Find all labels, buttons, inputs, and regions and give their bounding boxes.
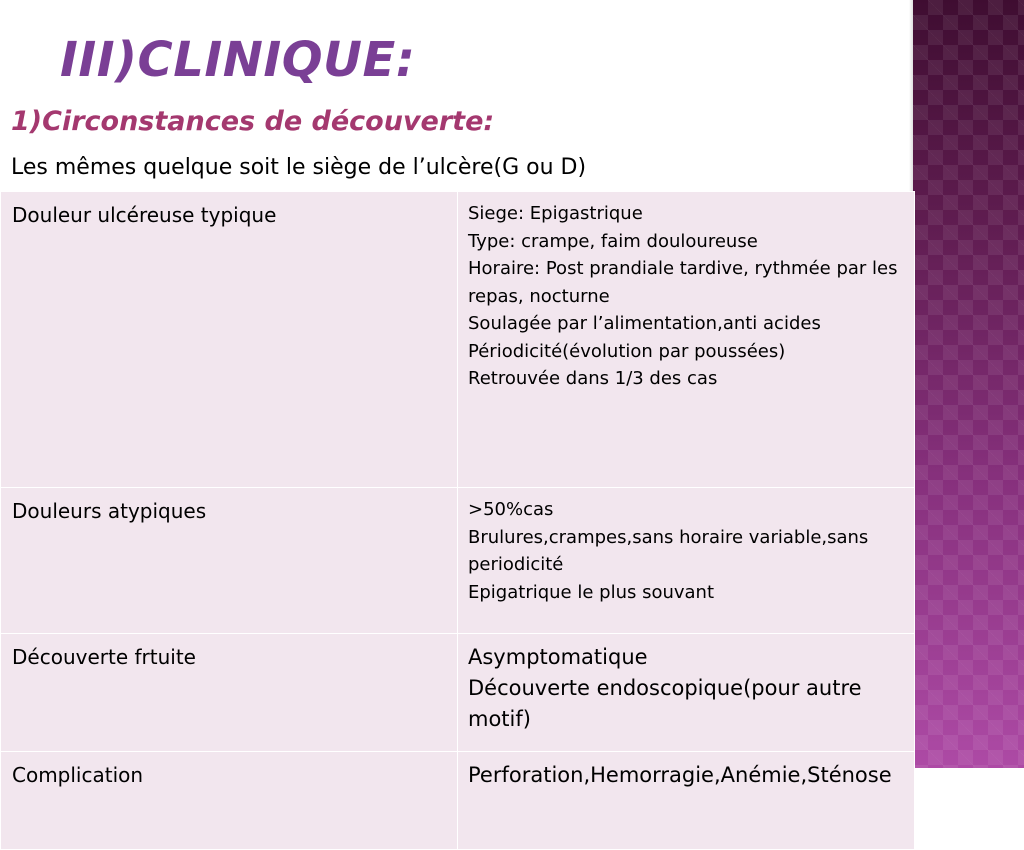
detail-line: Découverte endoscopique(pour autre motif)	[468, 676, 862, 731]
row-label: Complication	[1, 752, 458, 850]
intro-text: Les mêmes quelque soit le siège de l’ulcère(G ou D)	[11, 155, 587, 180]
slide-title: III)CLINIQUE:	[60, 32, 416, 88]
detail-line: Brulures,crampes,sans horaire variable,sans periodicité	[468, 526, 869, 575]
row-details	[458, 752, 915, 850]
detail-line: >50%cas	[468, 499, 554, 520]
detail-line: Retrouvée dans 1/3 des cas	[468, 368, 718, 389]
clinical-table	[0, 191, 915, 850]
row-label: Douleur ulcéreuse typique	[1, 192, 458, 488]
detail-line: Type: crampe, faim douloureuse	[468, 230, 758, 252]
detail-line: Soulagée par l’alimentation,anti acides	[468, 313, 821, 334]
row-label: Découverte frtuite	[1, 634, 458, 752]
table-row	[1, 488, 915, 634]
row-label: Douleurs atypiques	[1, 488, 458, 634]
section-subtitle: 1)Circonstances de découverte:	[11, 106, 495, 137]
detail-line: Horaire: Post prandiale tardive, rythmée par les repas, nocturne	[468, 258, 898, 307]
table-row	[1, 752, 915, 850]
detail-line: Perforation,Hemorragie,Anémie,Sténose	[468, 763, 892, 787]
row-details	[458, 192, 915, 488]
detail-line: Epigatrique le plus souvant	[468, 581, 715, 603]
table-row	[1, 192, 915, 488]
row-details	[458, 488, 915, 634]
detail-line: Siege: Epigastrique	[468, 203, 643, 224]
row-details	[458, 634, 915, 752]
decorative-side-band	[913, 0, 1024, 768]
detail-line: Périodicité(évolution par poussées)	[468, 340, 786, 362]
detail-line: Asymptomatique	[468, 645, 648, 669]
table-row	[1, 634, 915, 752]
